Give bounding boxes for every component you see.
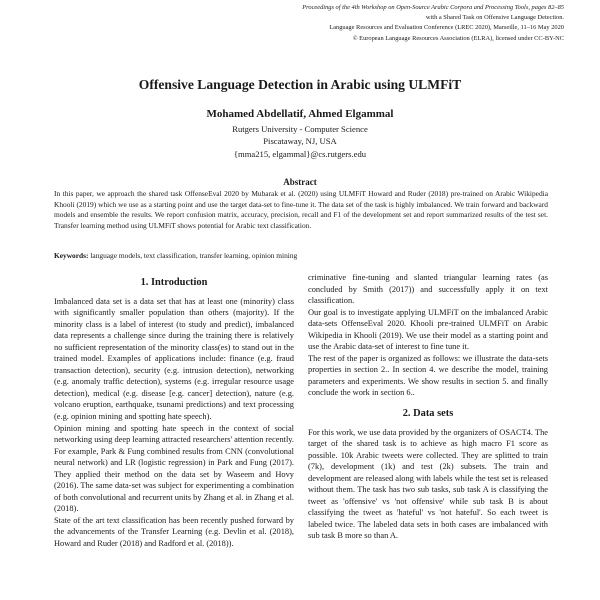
keywords-label: Keywords:: [54, 251, 89, 260]
proceedings-header: [144, 3, 564, 44]
right-column: [308, 272, 548, 542]
affiliation: [0, 123, 600, 160]
paragraph: criminative fine-tuning and slanted triangular learning rates (as concluded by Smith (2017)) and successfully apply it on text classification.: [308, 273, 548, 306]
proceedings-line: Language Resources and Evaluation Conference (LREC 2020), Marseille, 11–16 May 2020: [329, 24, 564, 32]
paragraph: Opinion mining and spotting hate speech in the context of social networking using deep learning attracted researchers' attention recently. For example, Park & Fung combined results from CNN (convolutional neural network) and LR (logistic regression) in Park and Fung (2017). They applied their method on the data set by Waseem and Hovy (2016). The same data-set was subject for experimenting a combination of both convolutional and recurrent units by Zhang et al. in Zhang et al. (2018).: [54, 423, 295, 514]
section-heading-data-sets: 2. Data sets: [402, 408, 454, 420]
paragraph: Imbalanced data set is a data set that has at least one (minority) class with significantly smaller population than others (majority). If the minority class is a label of interest (to study and predict), imbalanced data represents a challenge since during the training there is relatively no sufficient representation of the minority class(es) to stand out in the trained model. Examples of applications include: finance (e.g. fraud transaction detection), security (e.g. intrusion detection), networking (e.g. anomaly traffic detection), systems (e.g. irregular resource usage detection), medical (e.g. disease [e.g. cancer] detection), nature (e.g. volcano eruption, earthquake, tsunami predictions) and text processing (e.g. opinion mining and spotting hate speech).: [54, 296, 294, 422]
abstract-heading: Abstract: [283, 177, 317, 187]
abstract-text: In this paper, we approach the shared task OffenseEval 2020 by Mubarak et al. (2020) using ULMFiT Howard and Ruder (2018) pre-trained on Arabic Wikipedia Khooli (2019) which we use as a starting point and use the target data-set to fine-tune it. The data set of the task is highly imbalanced. We train forward and backward models and ensemble the results. We report confusion matrix, accuracy, precision, recall and F1 of the development set and report summarized results of the test set. Transfer learning method using ULMFiT shows potential for Arabic text classification.: [54, 189, 548, 230]
left-column: [54, 272, 294, 550]
institution: Rutgers University - Computer Science: [232, 124, 368, 134]
license-line: © European Language Resources Association (ELRA), licensed under CC-BY-NC: [352, 34, 564, 42]
paragraph: Our goal is to investigate applying ULMFiT on the imbalanced Arabic data-sets OffenseEval 2020. Khooli pre-trained ULMFiT on Arabic Wikipedia in Khooli (2019). We use their model as a starting point and use the Arabic data-set of interest to fine tune it.: [308, 307, 548, 352]
keywords-text: language models, text classification, transfer learning, opinion mining: [90, 251, 298, 260]
paper-title: Offensive Language Detection in Arabic using ULMFiT: [138, 77, 462, 92]
keywords: [54, 251, 548, 262]
paragraph: The rest of the paper is organized as follows: we illustrate the data-sets properties in section 2.. In section 4. we describe the model, training parameters and experiments. We show results in section 5. and finally conclude the work in section 6..: [308, 353, 548, 398]
authors: Mohamed Abdellatif, Ahmed Elgammal: [206, 108, 394, 120]
email: {mma215, elgammal}@cs.rutgers.edu: [233, 148, 367, 159]
proceedings-line: with a Shared Task on Offensive Language Detection.: [425, 14, 564, 22]
section-heading-introduction: 1. Introduction: [140, 277, 208, 288]
paragraph: For this work, we use data provided by the organizers of OSACT4. The target of the shared task is to achieve as high macro F1 score as possible. 10k Arabic tweets were collected. They are splitted to train (7k), development (1k) and test (2k) subsets. The train and development are released along with labels while the test set is released without them. The task has two sub tasks, sub task A is classifying the tweet as 'offensive' vs 'not offensive' while sub task B is about classifying the tweet as 'hateful' vs 'not hateful'. So each tweet is labeled twice. The labeled data sets in both cases are imbalanced with sub task B more so than A.: [308, 427, 548, 541]
proceedings-line: Proceedings of the 4th Workshop on Open-Source Arabic Corpora and Processing Tools, pages 82–85: [302, 4, 564, 11]
paragraph: State of the art text classification has been recently pushed forward by the advancements of the Transfer Learning (e.g. Devlin et al. (2018), Howard and Ruder (2018) and Radford et al. (2018)).: [54, 515, 294, 549]
location: Piscataway, NJ, USA: [263, 136, 337, 147]
